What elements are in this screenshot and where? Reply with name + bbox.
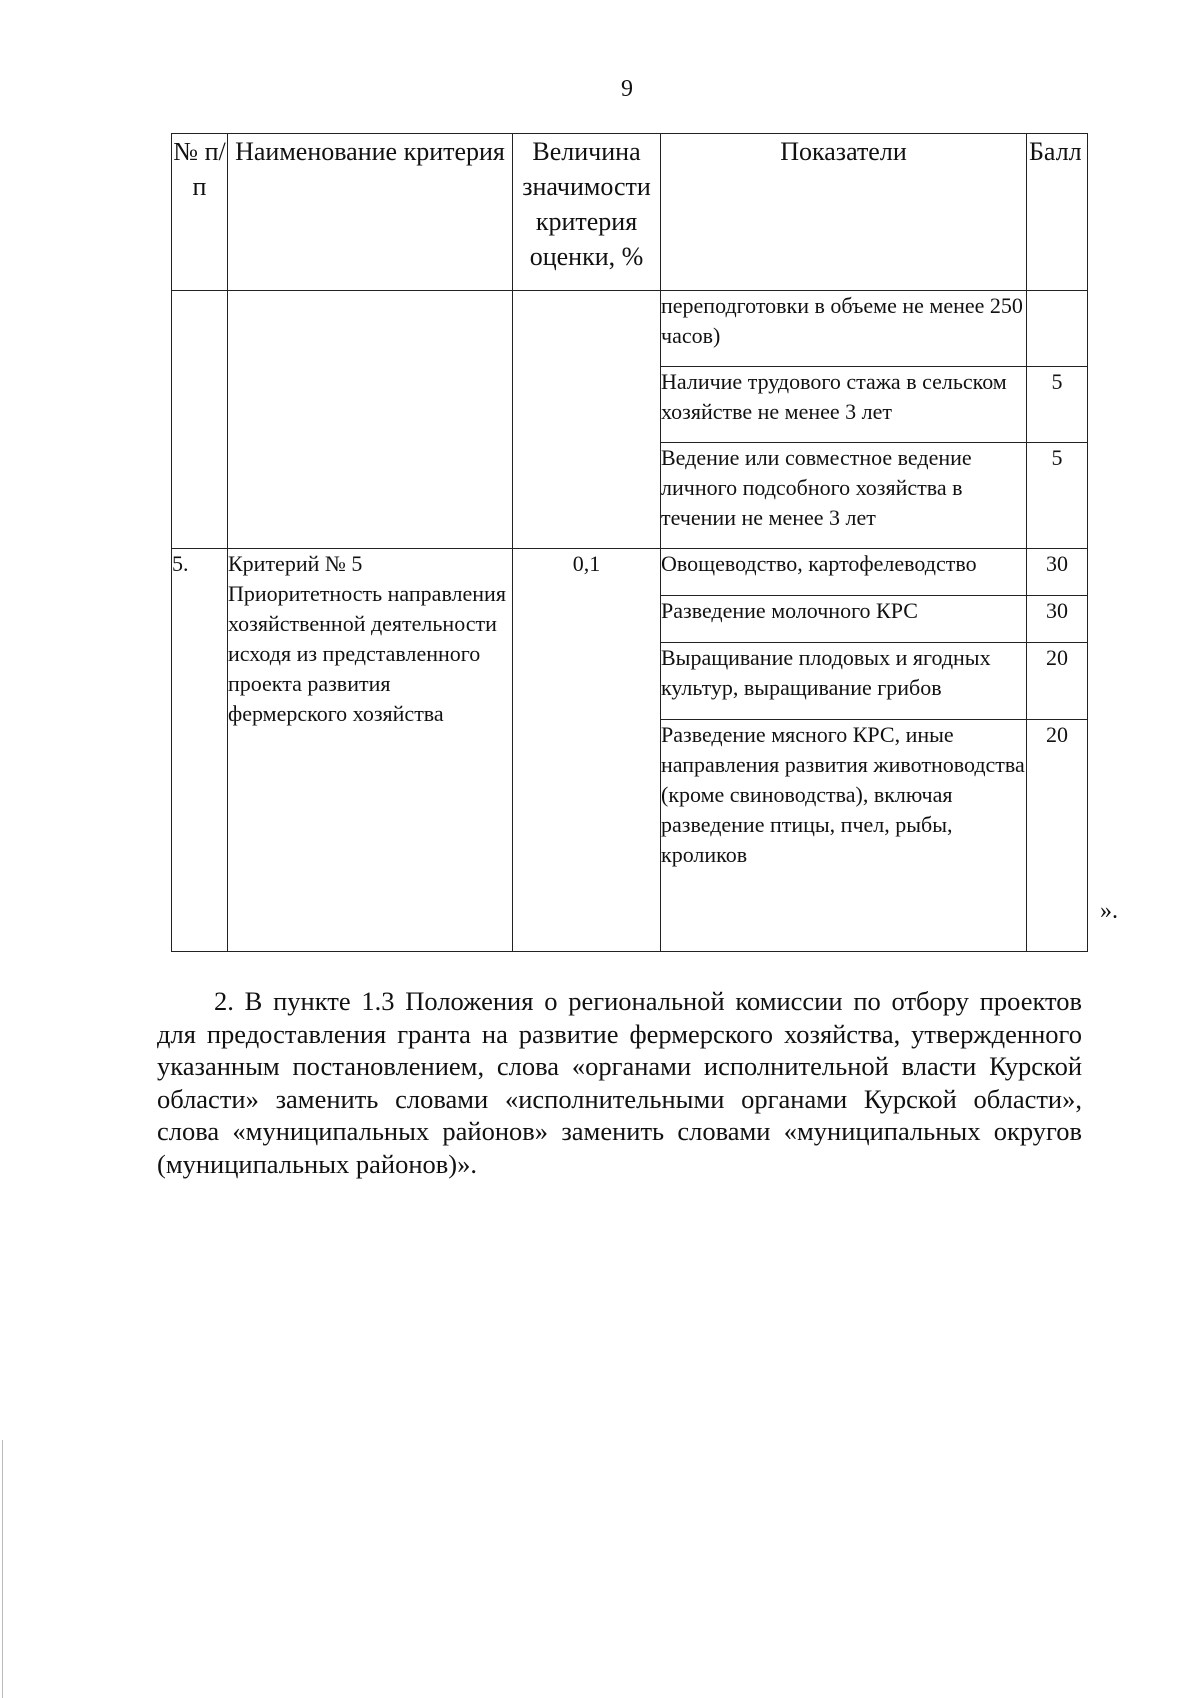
criterion-name: Критерий № 5 Приоритетность направления хозяйственной деятельности исходя из представленного проекта развития фермерского хозяйства: [228, 549, 513, 952]
table-row: [172, 549, 1088, 596]
header-indicators: Показатели: [661, 134, 1027, 291]
criteria-table: [171, 133, 1088, 952]
page-number: 9: [621, 76, 633, 102]
criterion-number: 5.: [172, 549, 228, 952]
points-cell: 5: [1027, 443, 1088, 549]
header-points: Балл: [1027, 134, 1088, 291]
header-num: № п/п: [172, 134, 228, 291]
table-row: [172, 291, 1088, 367]
num-cell-continued: [172, 291, 228, 549]
closing-quote: ».: [1100, 898, 1118, 924]
indicator-cell: Разведение молочного КРС: [661, 596, 1027, 643]
indicator-cell: Ведение или совместное ведение личного подсобного хозяйства в течении не менее 3 лет: [661, 443, 1027, 549]
name-cell-continued: [228, 291, 513, 549]
header-weight: Величина значимости критерия оценки, %: [513, 134, 661, 291]
indicator-cell: Наличие трудового стажа в сельском хозяйстве не менее 3 лет: [661, 367, 1027, 443]
indicator-cell: Разведение мясного КРС, иные направления развития животноводства (кроме свиноводства), включая разведение птицы, пчел, рыбы, кроликов: [661, 720, 1027, 952]
amendment-paragraph: 2. В пункте 1.3 Положения о региональной комиссии по отбору проектов для предоставления гранта на развитие фермерского хозяйства, утвержденного указанным постановлением, слова «органами исполнительной власти Курской области» заменить словами «исполнительными органами Курской области», слова «муниципальных районов» заменить словами «муниципальных округов (муниципальных районов)».: [157, 986, 1082, 1179]
points-cell: 30: [1027, 549, 1088, 596]
points-cell: 5: [1027, 367, 1088, 443]
table-header-row: [172, 134, 1088, 291]
points-cell: 20: [1027, 720, 1088, 952]
scan-edge-line: [2, 1440, 3, 1698]
header-criterion-name: Наименование критерия: [228, 134, 513, 291]
indicator-cell: переподготовки в объеме не менее 250 часов): [661, 291, 1027, 367]
weight-cell-continued: [513, 291, 661, 549]
points-cell: 30: [1027, 596, 1088, 643]
indicator-cell: Овощеводство, картофелеводство: [661, 549, 1027, 596]
points-cell: 20: [1027, 643, 1088, 720]
criterion-weight: 0,1: [513, 549, 661, 952]
points-cell: [1027, 291, 1088, 367]
indicator-cell: Выращивание плодовых и ягодных культур, выращивание грибов: [661, 643, 1027, 720]
